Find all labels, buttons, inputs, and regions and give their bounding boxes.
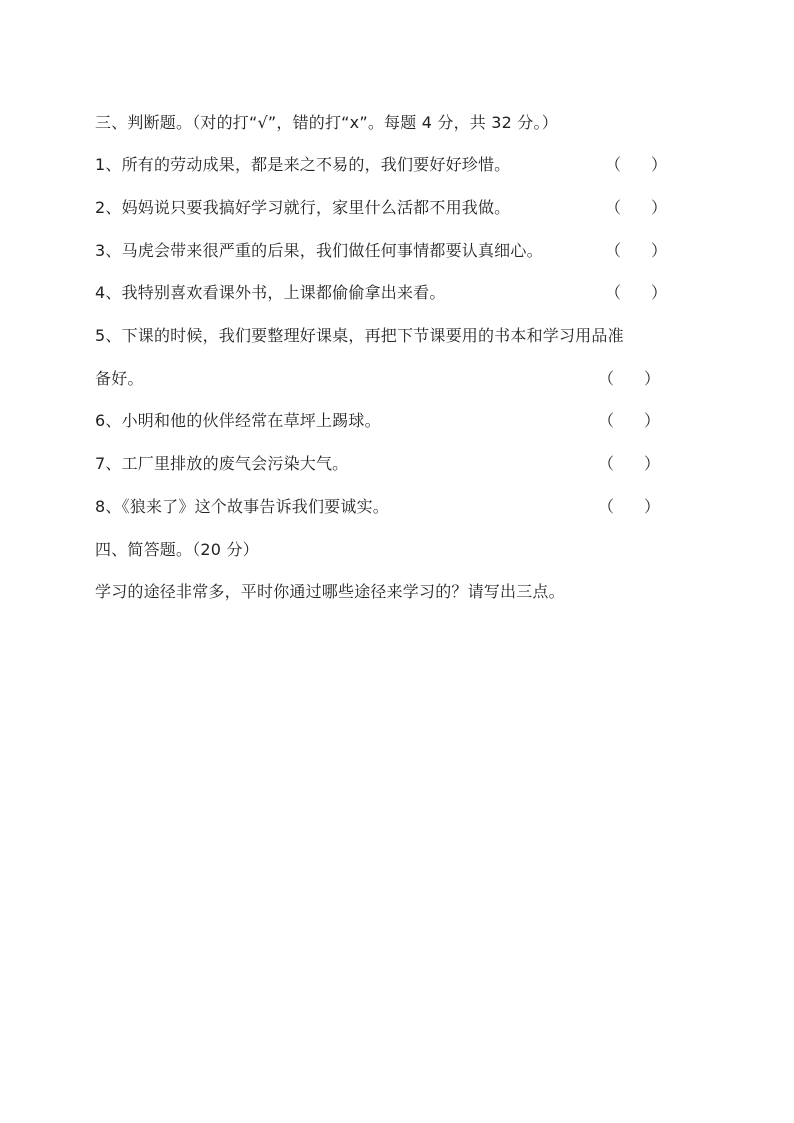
judge-item-7: 7、工厂里排放的废气会污染大气。 [95, 454, 349, 473]
judge-item-2: 2、妈妈说只要我搞好学习就行，家里什么活都不用我做。 [95, 198, 511, 217]
section-3-title: 三、判断题。（对的打“√”，错的打“x”。每题 4 分，共 32 分。） [95, 113, 558, 132]
bracket-left: （ [605, 241, 622, 260]
bracket-left: （ [605, 198, 622, 217]
bracket-left: （ [605, 283, 622, 302]
judge-item-6: 6、小明和他的伙伴经常在草坪上踢球。 [95, 411, 381, 430]
bracket-right: ） [651, 155, 668, 174]
judge-item-3: 3、马虎会带来很严重的后果，我们做任何事情都要认真细心。 [95, 241, 543, 260]
bracket-left: （ [598, 497, 615, 516]
section-4-title: 四、简答题。（20 分） [95, 540, 259, 559]
judge-item-4: 4、我特别喜欢看课外书，上课都偷偷拿出来看。 [95, 283, 446, 302]
bracket-left: （ [598, 454, 615, 473]
bracket-right: ） [651, 241, 668, 260]
judge-item-8: 8、《狼来了》这个故事告诉我们要诚实。 [95, 497, 389, 516]
judge-item-5-continuation: 备好。 [95, 369, 144, 388]
short-answer-question: 学习的途径非常多，平时你通过哪些途径来学习的？请写出三点。 [95, 582, 565, 601]
bracket-right: ） [644, 497, 661, 516]
bracket-left: （ [605, 155, 622, 174]
bracket-right: ） [644, 454, 661, 473]
bracket-right: ） [644, 411, 661, 430]
bracket-left: （ [598, 411, 615, 430]
bracket-left: （ [598, 369, 615, 388]
bracket-right: ） [651, 198, 668, 217]
bracket-right: ） [644, 369, 661, 388]
judge-item-1: 1、所有的劳动成果，都是来之不易的，我们要好好珍惜。 [95, 155, 511, 174]
judge-item-5: 5、下课的时候，我们要整理好课桌，再把下节课要用的书本和学习用品准 [95, 326, 624, 345]
bracket-right: ） [651, 283, 668, 302]
